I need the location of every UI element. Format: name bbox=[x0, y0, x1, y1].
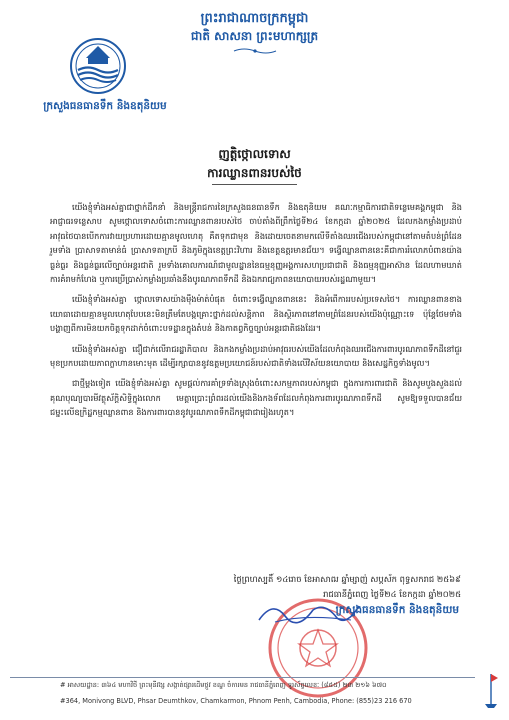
document-title: ញត្តិថ្កោលទោស bbox=[218, 147, 291, 161]
body-paragraph: យើងខ្ញុំទាំងអស់គ្នា ជឿជាក់លើរាជរដ្ឋាភិបាល និងកងកម្លាំងប្រដាប់អាវុធរបស់យើងដែលកំពុងឈរជើងការពារបូរណភាពទឹកដីនៅជួរមុខប្រកបដោយភាពក្លាហានមោះមុត ដើម្បីរក្សាបាននូវឧត្តមប្រយោជន៍របស់ជាតិទាំងលើវិស័យនយោបាយ និងសេដ្ឋកិច្ចទាំងមូល។ bbox=[50, 343, 462, 369]
ministry-name: ក្រសួងធនធានទឹក និងឧតុនិយម bbox=[43, 100, 167, 112]
kingdom-heading: ព្រះរាជាណាចក្រកម្ពុជា bbox=[200, 11, 309, 26]
footer-address-english: #364, Monivong BLVD, Phsar Deumthkov, Chamkarmon, Phnom Penh, Cambodia, Phone: (855)23 216 670 bbox=[60, 697, 412, 705]
lunar-date: ថ្ងៃព្រហស្បតិ៍ ១៤រោច ខែអាសាឍ ឆ្នាំម្សាញ់ សប្តស័ក ពុទ្ធសករាជ ២៥៦៩ bbox=[233, 574, 461, 584]
body-paragraph: ជាថ្មីម្តងទៀត យើងខ្ញុំទាំងអស់គ្នា សូមផ្តល់ការគាំទ្រទាំងស្រុងចំពោះសកម្មភាពរបស់កម្ពុជា ក្នុងការការពារជាតិ និងសូមបួងសួងដល់គុណបុណ្យបារមីវត្ថុស័ក្តិសិទ្ធិក្នុងលោក មេត្តាប្រោះព្រំពរដល់យើងនិងកងទ័ពដែលកំពុងការពារបូរណភាពទឹកដី សូមឱ្យទទួលបានជ័យជម្នះលើឧក្រិដ្ឋកម្មឈ្លានពាន និងការពារបាននូវបូរណភាពទឹកដីកម្ពុជាជារៀងរហូត។ bbox=[50, 378, 462, 418]
title-underline bbox=[212, 184, 297, 185]
body-paragraph: យើងខ្ញុំទាំងអស់គ្នា ថ្កោលទោសយ៉ាងម៉ឺងម៉ាត់បំផុត ចំពោះទង្វើឈ្លានពាននេះ និងអំពើការរបស់ប្រទេសថៃ។ ការឈ្លានពានខាងយោធាដោយគ្មានមូលហេតុបែបនេះមិនត្រឹមតែបង្កគ្រោះថ្នាក់ដល់សន្តិភាព និងស្ថិរភាពនៅតាមព្រំដែនរបស់យើងប៉ុណ្ណោះទេ ប៉ុន្តែថែមទាំងបង្ហាញពីការមិនយកចិត្តទុកដាក់ចំពោះបទដ្ឋានក្នុងតំបន់ និងកាតព្វកិច្ចច្បាប់អន្តរជាតិផងដែរ។ bbox=[50, 294, 462, 334]
footer-address-khmer: # អាសយដ្ឋាន: ៣៦៤ មហាវិថី ព្រះមុនីវង្ស សង្កាត់ផ្សារដើមថ្កូវ ខណ្ឌ ចំការមន រាជធានីភ្នំពេញ ទូរស័ព្ទលេខៈ (៨៥៥) ២៣ ២១៦ ៦៧០ bbox=[60, 681, 387, 689]
motto-heading: ជាតិ សាសនា ព្រះមហាក្សត្រ bbox=[190, 29, 319, 43]
letter-body bbox=[50, 200, 462, 426]
flag-tower-icon bbox=[482, 670, 500, 710]
document-subtitle: ការឈ្លានពានរបស់ថៃ bbox=[207, 166, 302, 180]
solar-date: រាជធានីភ្នំពេញ ថ្ងៃទី២៤ ខែកក្កដា ឆ្នាំ២០២៥ bbox=[323, 589, 461, 599]
body-paragraph: យើងខ្ញុំទាំងអស់គ្នាជាថ្នាក់ដឹកនាំ និងមន្ត្រីរាជការនៃក្រសួងធនធានទឹក និងឧតុនិយម គណៈកម្មាធិការជាតិទន្លេមេគង្គកម្ពុជា និងអាជ្ញាធរទន្លេសាប សូមថ្កោលទោសចំពោះការឈ្លានពានរបស់ថៃ ចាប់តាំងពីព្រឹកថ្ងៃទី២៤ ខែកក្កដា ឆ្នាំ២០២៥ ដែលកងកម្លាំងប្រដាប់អាវុធថៃបានបើកការវាយប្រហារដោយគ្មានមូលហេតុ គឺតទុកជាមុន និងដោយចេតនាមកលើទីតាំងឈរជើងរបស់កម្ពុជានៅតាមតំបន់ព្រំដែន រួមទាំង ប្រាសាទតាមាន់ធំ ប្រាសាទតាក្របី និងភូមិក្នុងខេត្តព្រះវិហារ និងខេត្តឧត្តរមានជ័យ។ ទង្វើឈ្លានពាននេះគឺជាការរំលោភបំពានយ៉ាងធ្ងន់ធ្ងរ និងធ្ងន់ធ្ងរលើច្បាប់អន្តរជាតិ រួមទាំងគោលការណ៍ជាមូលដ្ឋាននៃធម្មនុញ្ញអង្គការសហប្រជាជាតិ និងធម្មនុញ្ញអាស៊ាន ដែលហាមឃាត់ការគំរាមកំហែង ឬការប្រើប្រាស់កម្លាំងប្រឆាំងនឹងបូរណភាពទឹកដី និងឯករាជ្យភាពនយោបាយរបស់រដ្ឋណាមួយ។ bbox=[50, 202, 462, 285]
ornament-divider-icon bbox=[232, 47, 278, 55]
footer-divider bbox=[10, 677, 475, 678]
signatory-ministry: ក្រសួងធនធានទឹក និងឧតុនិយម bbox=[335, 604, 459, 616]
ministry-emblem-icon bbox=[56, 36, 140, 96]
